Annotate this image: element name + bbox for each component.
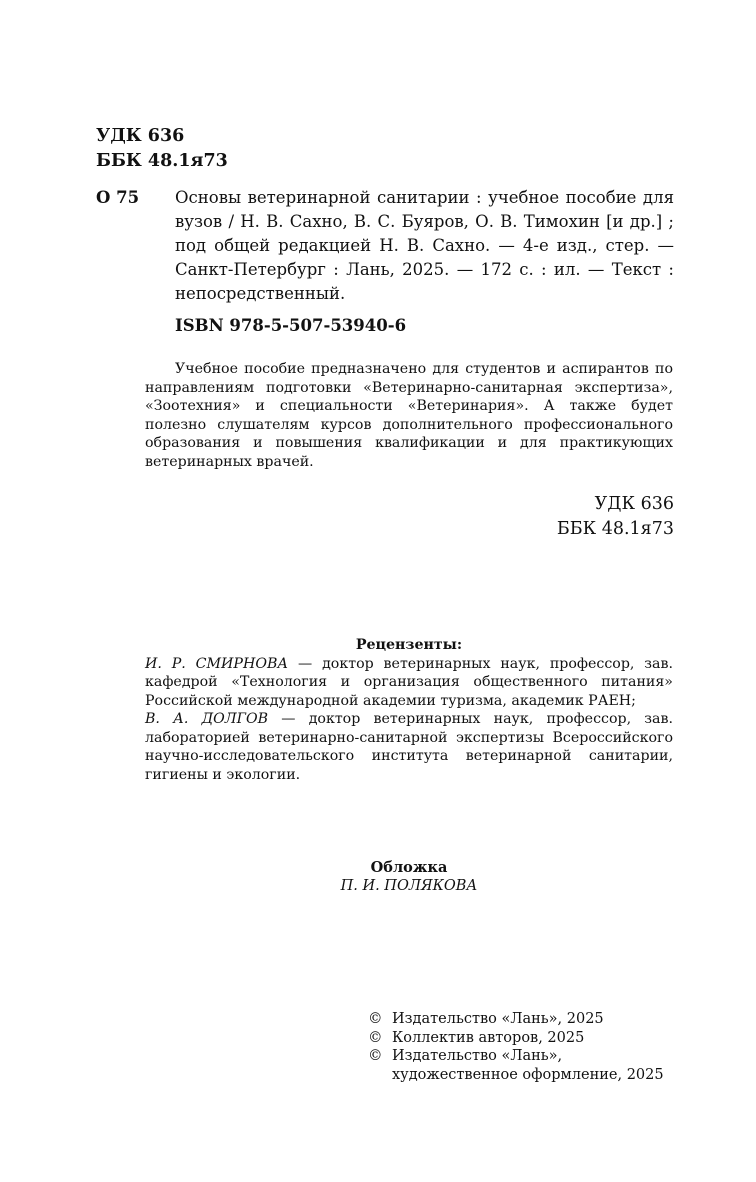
udk-code: УДК 636	[96, 126, 185, 146]
cover-credit	[145, 858, 673, 896]
reviewer-description: — доктор ветеринарных наук, профессор, зав. кафедрой «Технология и организация общественного питания» Российской международной академии туризма, академик РАЕН;	[145, 655, 674, 709]
cover-designer: П. И. ПОЛЯКОВА	[340, 878, 478, 894]
copyright-icon: ©	[368, 1048, 383, 1064]
reviewers-heading: Рецензенты:	[355, 637, 463, 653]
reviewer-name: И. Р. СМИРНОВА	[145, 655, 289, 672]
abstract	[145, 360, 673, 471]
reviewer-entry	[145, 655, 673, 711]
copyright-icon: ©	[368, 1011, 383, 1027]
reviewer-description: — доктор ветеринарных наук, профессор, зав. лабораторией ветеринарно-санитарной экспертизы Всероссийского научно-исследовательского института ветеринарной санитарии, гигиены и экологии.	[145, 711, 673, 783]
copyright-continuation: художественное оформление, 2025	[392, 1066, 664, 1083]
abstract-text: Учебное пособие предназначено для студентов и аспирантов по направлениям подготовки «Ветеринарно-санитарная экспертиза», «Зоотехния» и специальности «Ветеринария». А также будет полезно слушателям курсов дополнительного профессионального образования и повышения квалификации и для практикующих ветеринарных врачей.	[145, 361, 673, 470]
reviewer-entry	[145, 710, 673, 784]
author-mark: О 75	[96, 188, 140, 207]
reviewers-block	[145, 636, 673, 784]
copyright-text: Издательство «Лань», 2025	[392, 1011, 604, 1027]
classification-block-top	[96, 124, 228, 174]
copyright-line	[368, 1010, 664, 1029]
copyright-block	[368, 1010, 664, 1084]
reviewer-name: В. А. ДОЛГОВ	[145, 711, 269, 727]
bibliographic-description: Основы ветеринарной санитарии : учебное пособие для вузов / Н. В. Сахно, В. С. Буяров, О. В. Тимохин [и др.] ; под общей редакцией Н. В. Сахно. — 4-е изд., стер. — Санкт-Петербург : Лань, 2025. — 172 с. : ил. — Текст : непосредственный.	[175, 188, 674, 303]
copyright-icon: ©	[368, 1029, 383, 1046]
udk-code-bottom: УДК 636	[594, 494, 674, 514]
copyright-text: Коллектив авторов, 2025	[392, 1029, 585, 1046]
cover-heading: Обложка	[370, 859, 448, 876]
bbk-code: ББК 48.1я73	[96, 151, 228, 171]
copyright-line	[368, 1029, 664, 1048]
classification-block-bottom	[557, 492, 674, 542]
bibliographic-entry	[96, 186, 674, 306]
bbk-code-bottom: ББК 48.1я73	[556, 519, 674, 539]
copyright-line	[368, 1047, 664, 1066]
copyright-text: Издательство «Лань»,	[392, 1048, 563, 1064]
isbn: ISBN 978-5-507-53940-6	[175, 316, 407, 335]
